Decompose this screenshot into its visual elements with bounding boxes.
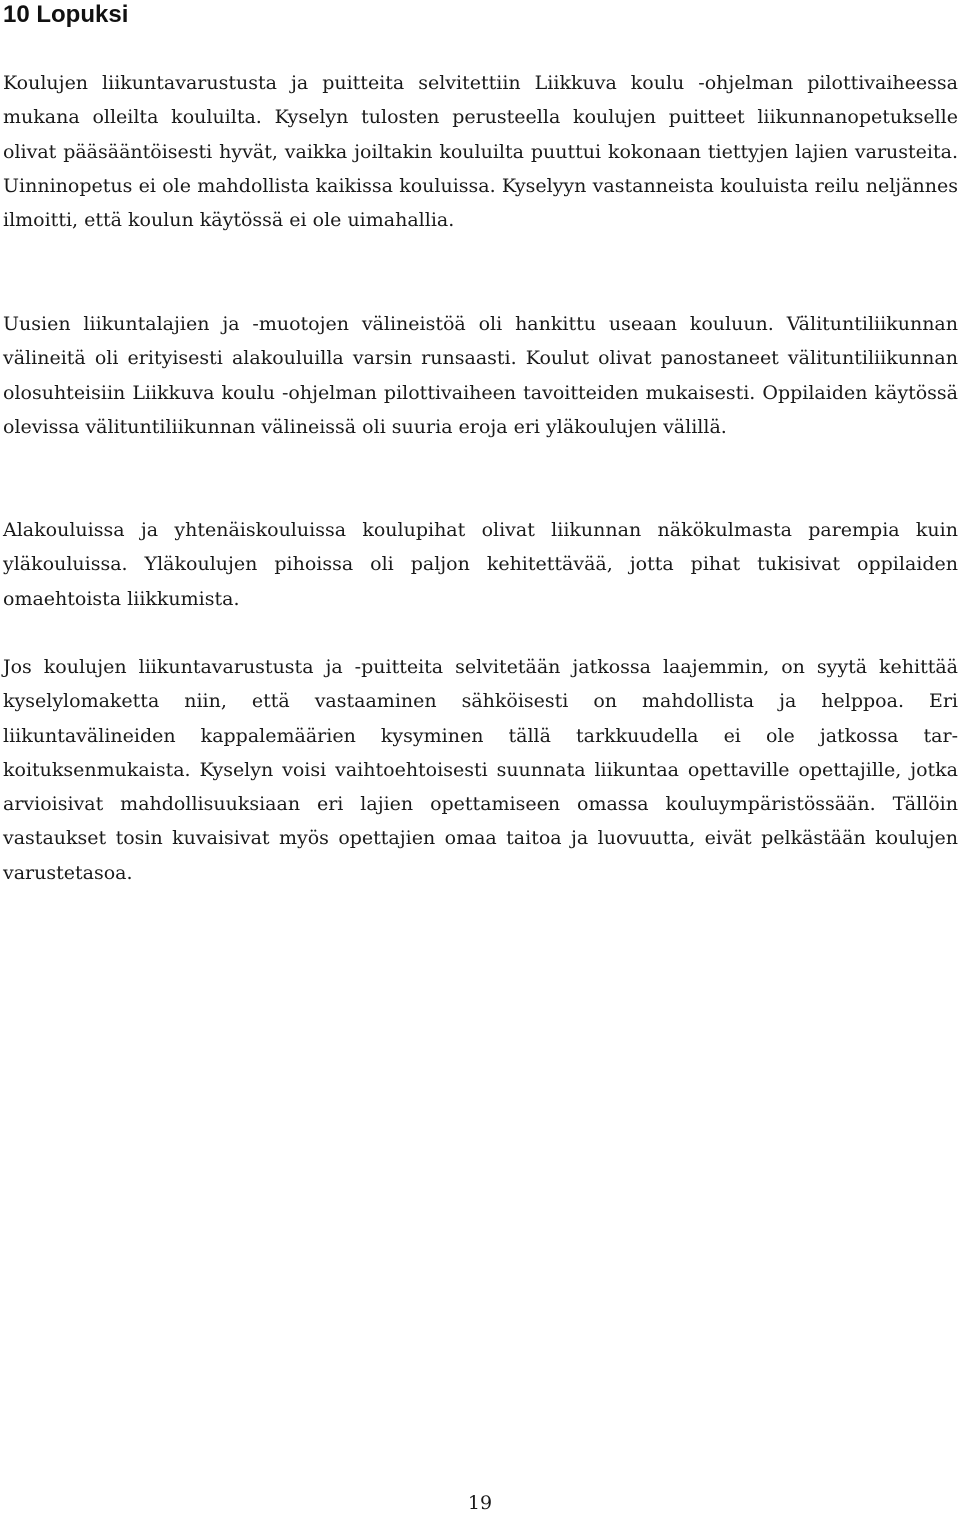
section-heading: 10 Lopuksi: [3, 1, 129, 28]
paragraph-recess-equipment: Uusien liikuntalajien ja -muotojen välineistöä oli hankittu useaan kouluun. Välituntiliikunnan välineitä oli erityisesti alakouluilla varsin runsaasti. Koulut olivat panostaneet välituntiliikunnan olosuhteisiin Liikkuva koulu -ohjelman pilottivaiheen tavoitteiden mukaisesti. Oppilaiden käytössä olevissa välituntiliikunnan välineissä oli suuria eroja eri yläkoulujen välillä.: [3, 313, 958, 438]
paragraph-future-surveys: Jos koulujen liikuntavarustusta ja -puitteita selvitetään jatkossa laajemmin, on syytä kehittää kyselylomaketta niin, että vastaaminen sähköisesti on mahdollista ja helppoa. Eri liikuntavälineiden kappalemäärien kysyminen tällä tarkkuudella ei ole jatkossa tarkoituksenmukaista. Kyselyn voisi vaihtoehtoisesti suunnata liikuntaa opettaville opettajille, jotka arvioisivat mahdollisuuksiaan eri lajien opettamiseen omassa kouluympäristössään. Tällöin vastaukset tosin kuvaisivat myös opettajien omaa taitoa ja luovuutta, eivät pelkästään koulujen varustetasoa.: [3, 656, 958, 884]
paragraph-schoolyards: Alakouluissa ja yhtenäiskouluissa koulupihat olivat liikunnan näkökulmasta parempia kuin yläkouluissa. Yläkoulujen pihoissa oli paljon kehitettävää, jotta pihat tukisivat oppilaiden omaehtoista liikkumista.: [3, 519, 958, 610]
paragraph-equipment-survey: Koulujen liikuntavarustusta ja puitteita selvitettiin Liikkuva koulu -ohjelman pilottivaiheessa mukana olleilta kouluilta. Kyselyn tulosten perusteella koulujen puitteet liikunnanopetukselle olivat pääsääntöisesti hyvät, vaikka joiltakin kouluilta puuttui kokonaan tiettyjen lajien varusteita. Uinninopetus ei ole mahdollista kaikissa kouluissa. Kyselyyn vastanneista kouluista reilu neljännes ilmoitti, että koulun käytössä ei ole uimahallia.: [3, 72, 958, 232]
page-number: 19: [467, 1492, 493, 1514]
